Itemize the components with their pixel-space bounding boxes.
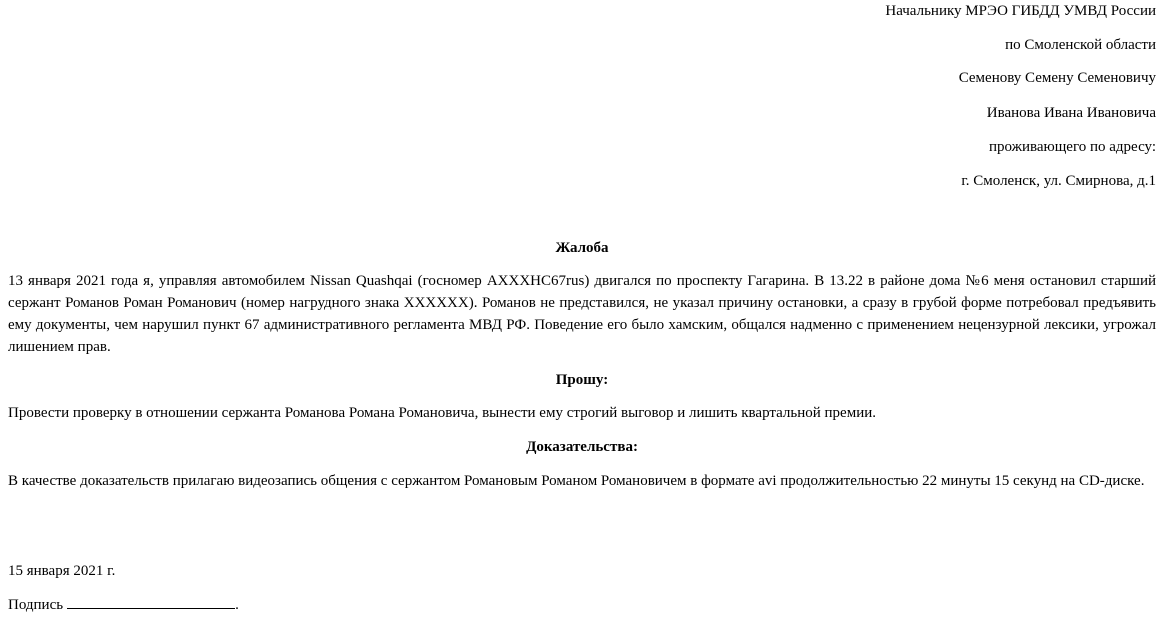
signature-line (67, 594, 235, 609)
signature-block (8, 594, 239, 615)
addressee-position: Начальнику МРЭО ГИБДД УМВД России (885, 3, 1156, 19)
sender-address: г. Смоленск, ул. Смирнова, д.1 (961, 173, 1156, 189)
document-date: 15 января 2021 г. (8, 563, 116, 579)
addressee-name: Семенову Семену Семеновичу (958, 70, 1156, 86)
signature-label: Подпись (8, 597, 64, 613)
request-body: Провести проверку в отношении сержанта Романова Романа Романовича, вынести ему строгий выговор и лишить квартальной премии. (8, 405, 877, 421)
request-title: Прошу: (555, 372, 609, 388)
complaint-body: 13 января 2021 года я, управляя автомобилем Nissan Quashqai (госномер АХХХНС67rus) двигался по проспекту Гагарина. В 13.22 в районе дома №6 меня остановил старший сержант Романов Роман Романович (номер нагрудного знака ХХХХХХ). Романов не представился, не указал причину остановки, а сразу в грубой форме потребовал предъявить ему документы, чем нарушил пункт 67 административного регламента МВД РФ. Поведение его было хамским, общался надменно с применением нецензурной лексики, угрожал лишением прав. (8, 273, 1156, 355)
sender-residence-label: проживающего по адресу: (988, 139, 1156, 155)
evidence-title: Доказательства: (526, 439, 638, 455)
signature-end: . (235, 597, 239, 613)
sender-name: Иванова Ивана Ивановича (986, 105, 1156, 121)
evidence-body: В качестве доказательств прилагаю видеозапись общения с сержантом Романовым Романом Романовичем в формате avi продолжительностью 22 минуты 15 секунд на CD-диске. (8, 473, 1145, 489)
complaint-title: Жалоба (555, 240, 609, 256)
addressee-region: по Смоленской области (1005, 37, 1156, 53)
